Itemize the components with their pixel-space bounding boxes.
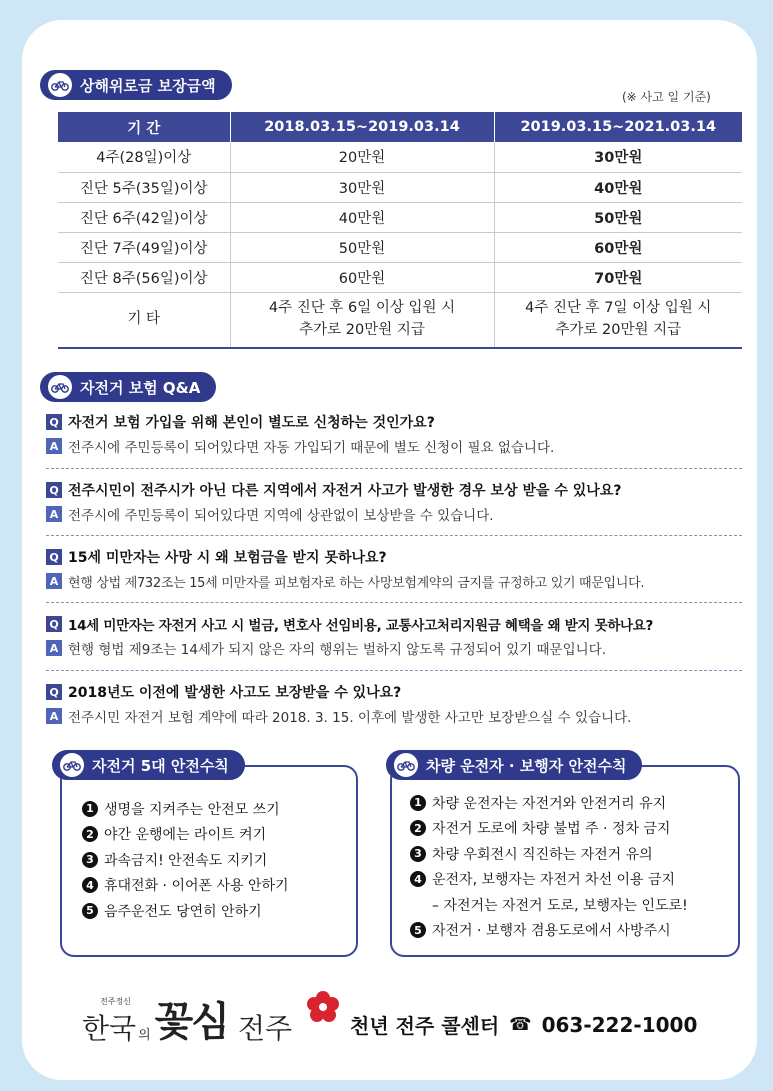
question-text: 전주시민이 전주시가 아닌 다른 지역에서 자전거 사고가 발생한 경우 보상 받을 수 있나요? bbox=[68, 483, 622, 499]
row-value-2: 30만원 bbox=[494, 142, 742, 172]
qa-item bbox=[46, 478, 746, 526]
row-label-other: 기 타 bbox=[58, 292, 230, 348]
row-value-2: 40만원 bbox=[494, 172, 742, 202]
qa-item bbox=[46, 410, 746, 458]
divider bbox=[46, 535, 742, 536]
number-badge: 1 bbox=[82, 801, 98, 817]
compensation-title-text: 상해위로금 보장금액 bbox=[80, 76, 216, 95]
logo-caption: 전주정신 bbox=[100, 997, 131, 1006]
other-2-line1: 4주 진단 후 7일 이상 입원 시 bbox=[525, 300, 712, 316]
answer-text: 전주시에 주민등록이 되어있다면 자동 가입되기 때문에 별도 신청이 필요 없습니다. bbox=[68, 440, 555, 456]
driver-rules-list bbox=[410, 790, 688, 943]
answer-text: 전주시민 자전거 보험 계약에 따라 2018. 3. 15. 이후에 발생한 사고만 보장받으실 수 있습니다. bbox=[68, 710, 632, 726]
number-badge: 4 bbox=[82, 877, 98, 893]
bicycle-icon bbox=[48, 73, 72, 97]
rule-text: 자전거 도로에 차량 불법 주 · 정차 금지 bbox=[432, 821, 671, 838]
number-badge: 3 bbox=[410, 846, 426, 862]
q-tag: Q bbox=[46, 549, 62, 565]
list-item bbox=[82, 796, 289, 822]
table-header-row bbox=[58, 112, 742, 142]
rule-text: 차량 운전자는 자전거와 안전거리 유지 bbox=[432, 795, 667, 812]
list-item bbox=[410, 918, 688, 944]
rule-text: 차량 우회전시 직진하는 자전거 유의 bbox=[432, 846, 653, 863]
compensation-section-title bbox=[40, 70, 232, 100]
table-row bbox=[58, 202, 742, 232]
logo-word-2: 의 bbox=[138, 1028, 151, 1043]
logo-word-4: 전주 bbox=[237, 1012, 293, 1045]
table-row bbox=[58, 232, 742, 262]
logo-word-3: 꽃심 bbox=[154, 998, 228, 1045]
other-2-line2: 추가로 20만원 지급 bbox=[555, 321, 682, 338]
rule-text: 야간 운행에는 라이트 켜기 bbox=[104, 827, 267, 844]
row-value-1: 40만원 bbox=[230, 202, 494, 232]
list-item bbox=[410, 841, 688, 867]
phone-number[interactable]: 063-222-1000 bbox=[541, 1012, 698, 1037]
q-tag: Q bbox=[46, 616, 62, 632]
q-tag: Q bbox=[46, 684, 62, 700]
bike-rules-list bbox=[82, 796, 289, 924]
list-item bbox=[410, 790, 688, 816]
rule-text: 음주운전도 당연히 안하기 bbox=[104, 903, 262, 920]
call-center bbox=[350, 1010, 697, 1039]
driver-rules-title-text: 차량 운전자 · 보행자 안전수칙 bbox=[426, 756, 627, 775]
other-1-line1: 4주 진단 후 6일 이상 입원 시 bbox=[268, 300, 456, 316]
row-value-1: 20만원 bbox=[230, 142, 494, 172]
logo-word-1: 한국 bbox=[82, 1012, 137, 1045]
table-row bbox=[58, 172, 742, 202]
bike-rules-title-text: 자전거 5대 안전수칙 bbox=[92, 756, 229, 775]
list-item-note bbox=[410, 892, 688, 918]
compensation-table bbox=[58, 112, 742, 349]
row-label: 4주(28일)이상 bbox=[58, 142, 230, 172]
qa-section-title bbox=[40, 372, 216, 402]
answer-text: 현행 형법 제9조는 14세가 되지 않은 자의 행위는 벌하지 않도록 규정되어 있기 때문입니다. bbox=[68, 642, 606, 658]
answer-text: 전주시에 주민등록이 되어있다면 지역에 상관없이 보상받을 수 있습니다. bbox=[68, 508, 494, 524]
question-text: 자전거 보험 가입을 위해 본인이 별도로 신청하는 것인가요? bbox=[68, 415, 435, 431]
q-tag: Q bbox=[46, 482, 62, 498]
flower-icon bbox=[306, 990, 340, 1024]
rule-sub-note: – 자전거는 자전거 도로, 보행자는 인도로! bbox=[432, 897, 688, 914]
divider bbox=[46, 602, 742, 603]
a-tag: A bbox=[46, 573, 62, 589]
bicycle-icon bbox=[60, 753, 84, 777]
phone-icon: ☎ bbox=[509, 1014, 532, 1035]
number-badge: 5 bbox=[410, 922, 426, 938]
a-tag: A bbox=[46, 506, 62, 522]
list-item bbox=[410, 867, 688, 893]
bicycle-icon bbox=[48, 375, 72, 399]
row-value-1: 60만원 bbox=[230, 262, 494, 292]
qa-item bbox=[46, 612, 746, 660]
bicycle-icon bbox=[394, 753, 418, 777]
row-value-1: 50만원 bbox=[230, 232, 494, 262]
header-period-2: 2019.03.15~2021.03.14 bbox=[494, 112, 742, 142]
rule-text: 자전거 · 보행자 겸용도로에서 사방주시 bbox=[432, 923, 671, 940]
a-tag: A bbox=[46, 438, 62, 454]
qa-item bbox=[46, 680, 746, 728]
bike-rules-title bbox=[52, 750, 245, 780]
list-item bbox=[82, 873, 289, 899]
jeonju-logo bbox=[82, 990, 292, 1047]
a-tag: A bbox=[46, 640, 62, 656]
other-1-line2: 추가로 20만원 지급 bbox=[299, 321, 425, 338]
q-tag: Q bbox=[46, 414, 62, 430]
divider bbox=[46, 670, 742, 671]
question-text: 2018년도 이전에 발생한 사고도 보장받을 수 있나요? bbox=[68, 685, 402, 701]
row-value-2: 50만원 bbox=[494, 202, 742, 232]
rule-text: 운전자, 보행자는 자전거 차선 이용 금지 bbox=[432, 872, 676, 889]
header-period: 기 간 bbox=[58, 112, 230, 142]
row-label: 진단 5주(35일)이상 bbox=[58, 172, 230, 202]
number-badge: 2 bbox=[82, 826, 98, 842]
rule-text: 생명을 지켜주는 안전모 쓰기 bbox=[104, 801, 280, 818]
question-text: 15세 미만자는 사망 시 왜 보험금을 받지 못하나요? bbox=[68, 550, 387, 566]
qa-item bbox=[46, 545, 746, 593]
question-text: 14세 미만자는 자전거 사고 시 벌금, 변호사 선임비용, 교통사고처리지원금 혜택을 왜 받지 못하나요? bbox=[68, 618, 654, 634]
table-row bbox=[58, 142, 742, 172]
row-label: 진단 6주(42일)이상 bbox=[58, 202, 230, 232]
row-value-2: 70만원 bbox=[494, 262, 742, 292]
table-row bbox=[58, 262, 742, 292]
row-value-1: 30만원 bbox=[230, 172, 494, 202]
row-label: 진단 8주(56일)이상 bbox=[58, 262, 230, 292]
header-period-1: 2018.03.15~2019.03.14 bbox=[230, 112, 494, 142]
rule-text: 휴대전화 · 이어폰 사용 안하기 bbox=[104, 878, 289, 895]
number-badge: 5 bbox=[82, 903, 98, 919]
divider bbox=[46, 468, 742, 469]
table-row-other bbox=[58, 292, 742, 348]
qa-title-text: 자전거 보험 Q&A bbox=[80, 378, 201, 397]
row-label: 진단 7주(49일)이상 bbox=[58, 232, 230, 262]
list-item bbox=[410, 816, 688, 842]
base-date-note: (※ 사고 일 기준) bbox=[622, 90, 711, 104]
row-value-other-2 bbox=[494, 292, 742, 348]
list-item bbox=[82, 822, 289, 848]
driver-rules-title bbox=[386, 750, 642, 780]
rule-text: 과속금지! 안전속도 지키기 bbox=[104, 852, 268, 869]
number-badge: 2 bbox=[410, 820, 426, 836]
a-tag: A bbox=[46, 708, 62, 724]
number-badge: 1 bbox=[410, 795, 426, 811]
answer-text: 현행 상법 제732조는 15세 미만자를 피보험자로 하는 사망보험계약의 금지를 규정하고 있기 때문입니다. bbox=[68, 575, 645, 591]
call-center-label: 천년 전주 콜센터 bbox=[350, 1014, 500, 1038]
number-badge: 4 bbox=[410, 871, 426, 887]
list-item bbox=[82, 847, 289, 873]
row-value-2: 60만원 bbox=[494, 232, 742, 262]
number-badge: 3 bbox=[82, 852, 98, 868]
row-value-other-1 bbox=[230, 292, 494, 348]
list-item bbox=[82, 898, 289, 924]
